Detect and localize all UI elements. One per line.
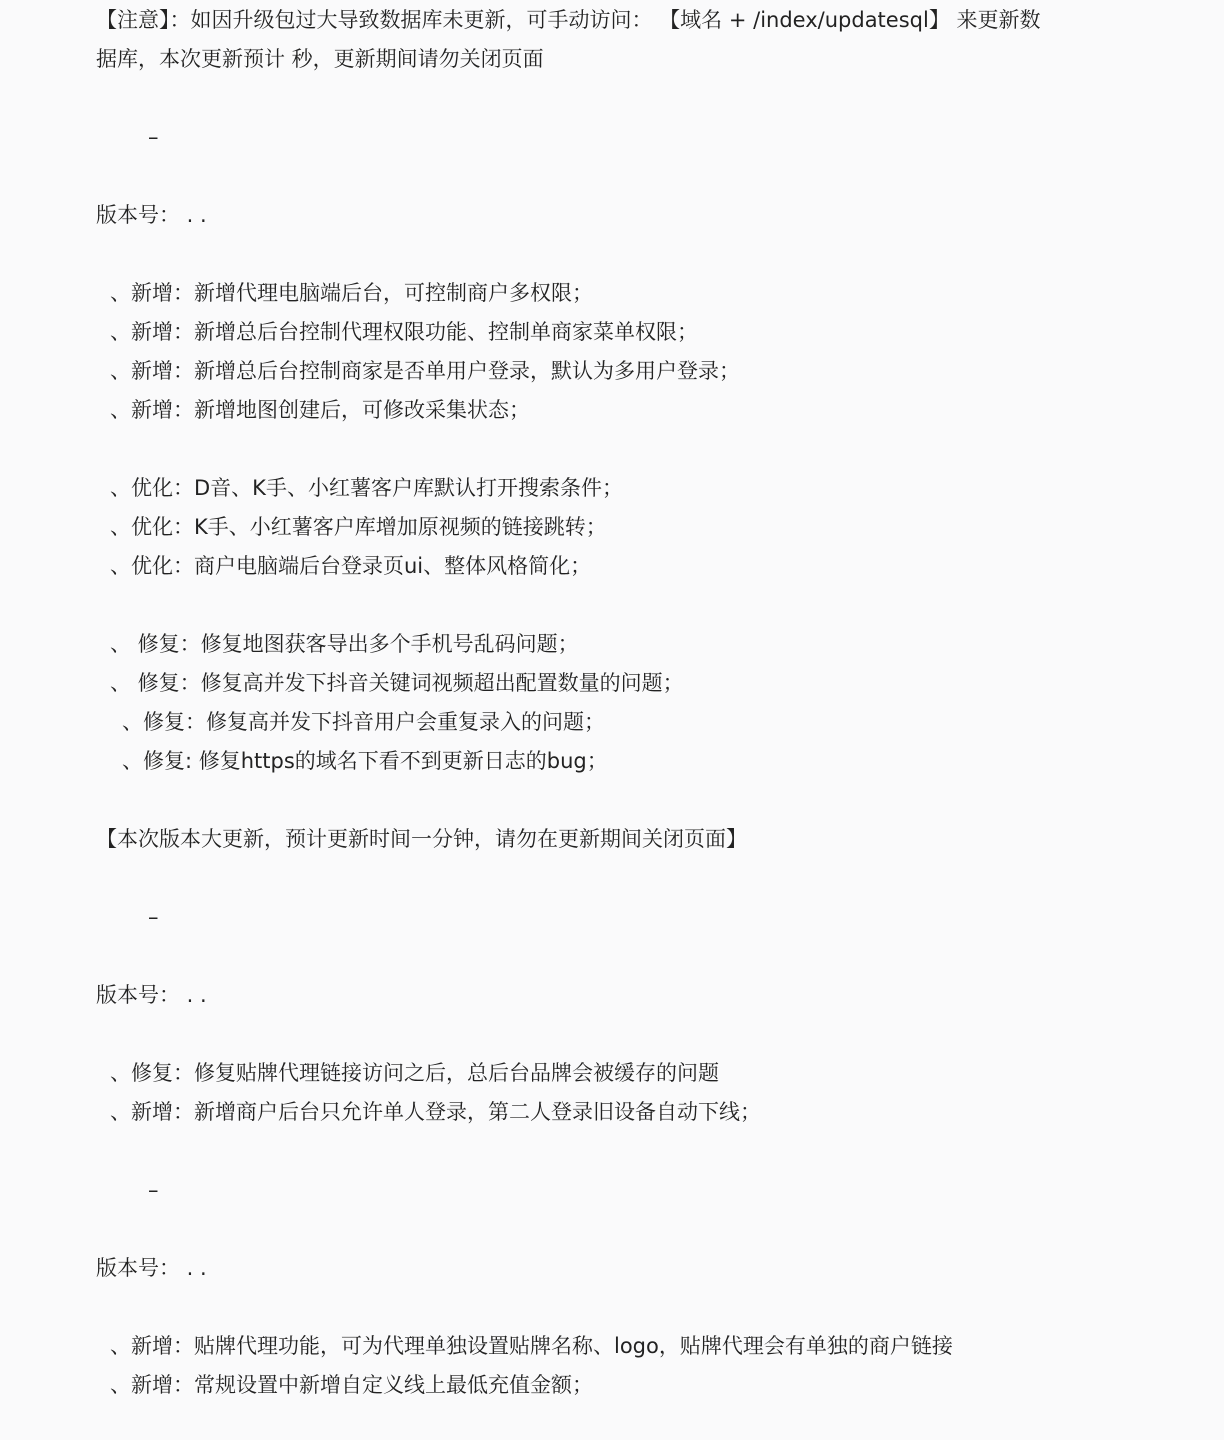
notice-line-1: 【注意】：如因升级包过大导致数据库未更新，可手动访问： 【域名 + /index/updatesql】 来更新数: [96, 8, 1041, 32]
list-item: 、修复：修复高并发下抖音用户会重复录入的问题；: [122, 710, 605, 734]
list-item: 、优化：D音、K手、小红薯客户库默认打开搜索条件；: [110, 476, 623, 500]
release-date: –: [148, 905, 159, 929]
list-item: 、 修复：修复地图获客导出多个手机号乱码问题；: [110, 632, 579, 656]
list-item: 、优化：K手、小红薯客户库增加原视频的链接跳转；: [110, 515, 607, 539]
list-item: 、优化：商户电脑端后台登录页ui、整体风格简化；: [110, 554, 592, 578]
release-version: 版本号： . .: [96, 1256, 207, 1280]
list-item: 、新增：新增代理电脑端后台，可控制商户多权限；: [110, 281, 593, 305]
release-version: 版本号： . .: [96, 983, 207, 1007]
list-item: 、新增：新增总后台控制商家是否单用户登录，默认为多用户登录；: [110, 359, 740, 383]
list-item: 、新增：常规设置中新增自定义线上最低充值金额；: [110, 1373, 593, 1397]
list-item: 、修复：修复贴牌代理链接访问之后，总后台品牌会被缓存的问题: [110, 1061, 719, 1085]
notice-line-2: 据库，本次更新预计 秒，更新期间请勿关闭页面: [96, 47, 544, 71]
list-item: 、新增：新增地图创建后，可修改采集状态；: [110, 398, 530, 422]
release-date: –: [148, 125, 159, 149]
update-warning: 【本次版本大更新，预计更新时间一分钟，请勿在更新期间关闭页面】: [96, 827, 747, 851]
list-item: 、新增：新增总后台控制代理权限功能、控制单商家菜单权限；: [110, 320, 698, 344]
list-item: 、 修复：修复高并发下抖音关键词视频超出配置数量的问题；: [110, 671, 684, 695]
release-date: –: [148, 1178, 159, 1202]
list-item: 、修复: 修复https的域名下看不到更新日志的bug；: [122, 749, 608, 773]
list-item: 、新增：贴牌代理功能，可为代理单独设置贴牌名称、logo，贴牌代理会有单独的商户链接: [110, 1334, 953, 1358]
list-item: 、新增：新增商户后台只允许单人登录，第二人登录旧设备自动下线；: [110, 1100, 761, 1124]
release-version: 版本号： . .: [96, 203, 207, 227]
